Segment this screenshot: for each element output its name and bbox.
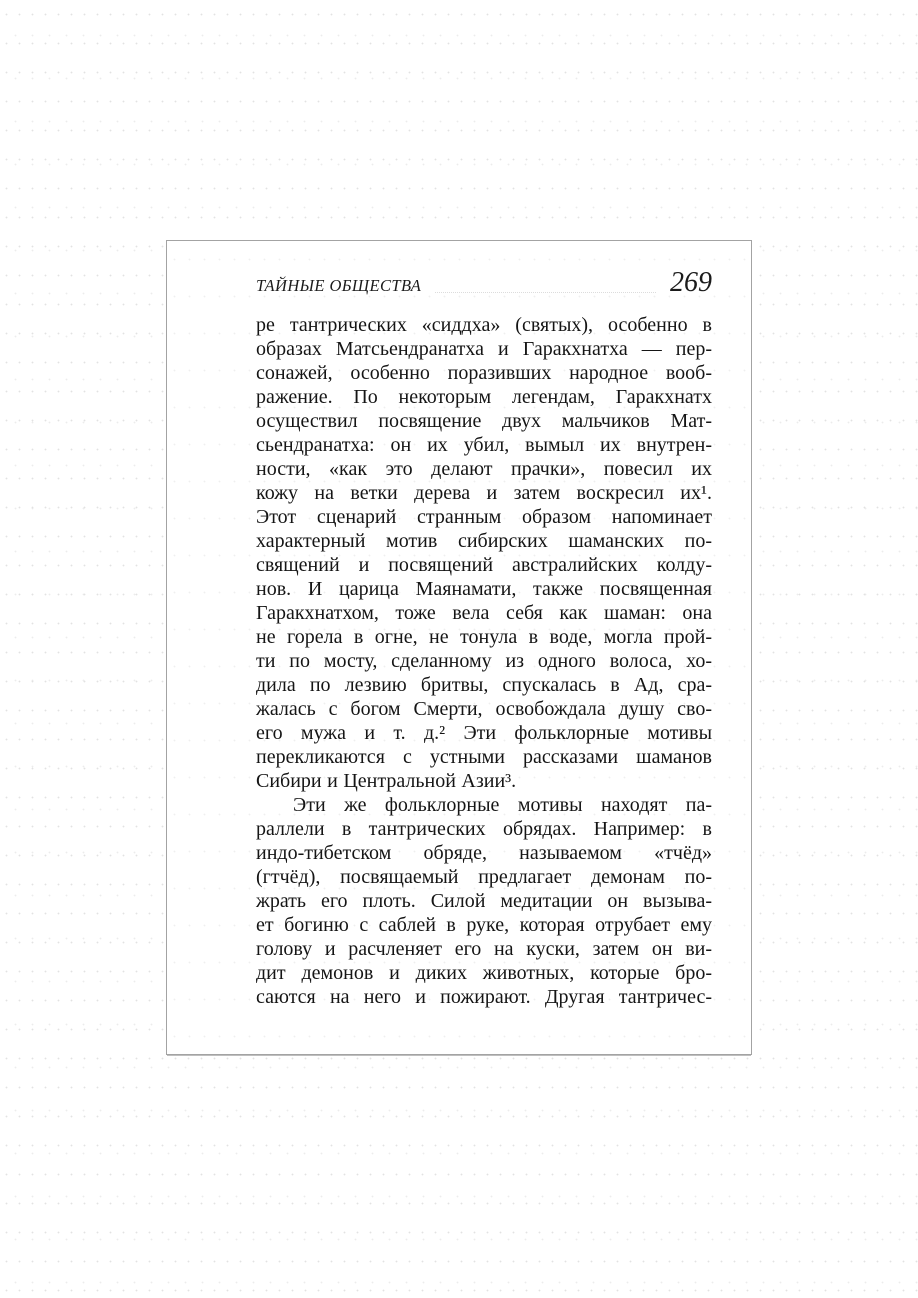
text-line: ности, «как это делают прачки», повесил их [256,458,712,480]
text-line: индо-тибетском обряде, называемом «тчёд» [256,842,712,864]
page-body [256,313,712,1009]
text-line: Эти же фольклорные мотивы находят па- [293,794,712,816]
text-line: сонажей, особенно поразивших народное вооб- [256,362,712,384]
text-line: дила по лезвию бритвы, спускалась в Ад, сра- [256,674,712,696]
text-line: характерный мотив сибирских шаманских по- [256,530,712,552]
text-line: священий и посвящений австралийских колду- [256,554,712,576]
text-line: (гтчёд), посвящаемый предлагает демонам по- [256,866,712,888]
text-line: жрать его плоть. Силой медитации он вызыва- [256,890,712,912]
text-line: дит демонов и диких животных, которые бро- [256,962,712,984]
text-line: его мужа и т. д.² Эти фольклорные мотивы [256,722,712,744]
text-line: ражение. По некоторым легендам, Гаракхнатх [256,386,712,408]
text-line: Этот сценарий странным образом напоминает [256,506,712,528]
text-line: ет богиню с саблей в руке, которая отрубает ему [256,914,712,936]
page-number: 269 [670,267,712,298]
text-line: саются на него и пожирают. Другая тантричес- [256,986,712,1008]
text-line: Сибири и Центральной Азии³. [256,770,517,792]
text-line: сьендранатха: он их убил, вымыл их внутрен- [256,434,712,456]
text-line: кожу на ветки дерева и затем воскресил их¹. [256,482,712,504]
running-header [256,267,712,307]
text-line: осуществил посвящение двух мальчиков Мат- [256,410,712,432]
text-line: голову и расчленяет его на куски, затем он ви- [256,938,712,960]
text-line: жалась с богом Смерти, освобождала душу сво- [256,698,712,720]
book-page [166,240,752,1055]
text-line: перекликаются с устными рассказами шаманов [256,746,712,768]
text-line: ре тантрических «сиддха» (святых), особенно в [256,314,712,336]
text-line: нов. И царица Маянамати, также посвященная [256,578,712,600]
text-line: раллели в тантрических обрядах. Например: в [256,818,712,840]
text-line: Гаракхнатхом, тоже вела себя как шаман: она [256,602,712,624]
text-line: не горела в огне, не тонула в воде, могла прой- [256,626,712,648]
scan-noise-dotline [435,292,656,293]
text-line: ти по мосту, сделанному из одного волоса, хо- [256,650,712,672]
text-line: образах Матсьендранатха и Гаракхнатха — пер- [256,338,712,360]
running-header-title: ТАЙНЫЕ ОБЩЕСТВА [256,276,422,295]
